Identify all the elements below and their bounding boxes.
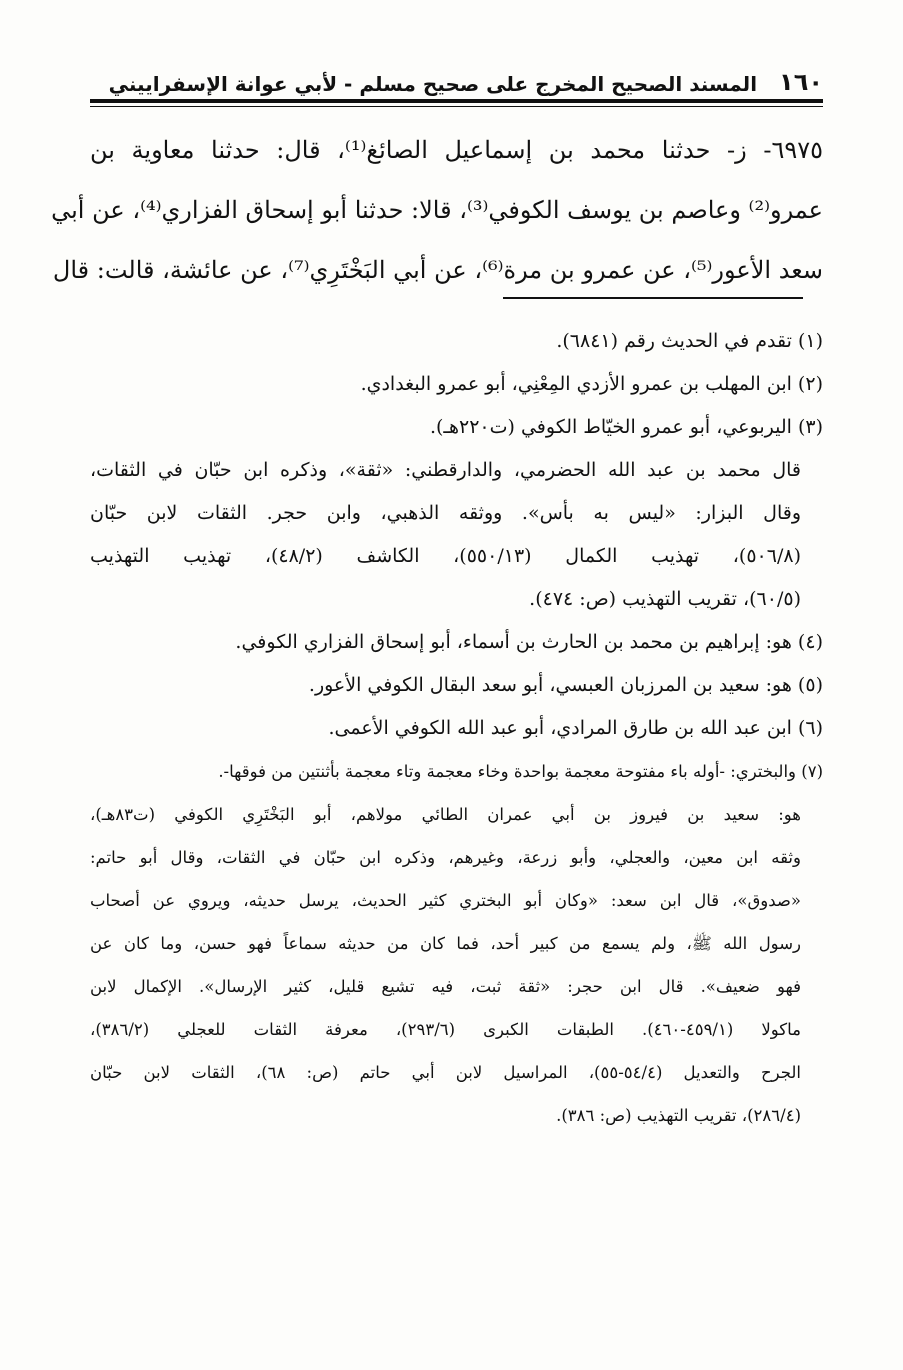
main-line: سعد الأعور⁽⁵⁾، عن عمرو بن مرة⁽⁶⁾، عن أبي البَخْتَرِي⁽⁷⁾، عن عائشة، قالت: قال: [52, 256, 823, 284]
page-number: ١٦٠: [779, 68, 823, 96]
main-line: عمرو⁽²⁾ وعاصم بن يوسف الكوفي⁽³⁾، قالا: حدثنا أبو إسحاق الفزاري⁽⁴⁾، عن أبي: [51, 196, 823, 224]
footnote-7-continuation: «صدوق»، قال ابن سعد: «وكان أبو البختري كثير الحديث، يرسل حديثه، ويروي عن أصحاب: [90, 891, 801, 910]
footnote-7-continuation: وثقه ابن معين، والعجلي، وأبو زرعة، وغيرهم، وذكره ابن حبّان في الثقات، وقال أبو حاتم:: [90, 848, 801, 867]
footnote-separator: [503, 297, 803, 299]
footnote-3-continuation: وقال البزار: «ليس به بأس». ووثقه الذهبي، وابن حجر. الثقات لابن حبّان: [90, 502, 801, 524]
footnote-4: (٤) هو: إبراهيم بن محمد بن الحارث بن أسماء، أبو إسحاق الفزاري الكوفي.: [235, 631, 823, 653]
footnote-3-continuation: (٥٠٦/٨)، تهذيب الكمال (٥٥٠/١٣)، الكاشف (٤٨/٢)، تهذيب التهذيب: [90, 545, 801, 567]
hadith-text: [51, 120, 823, 300]
header-rule-thick: [90, 99, 823, 103]
main-line: ٦٩٧٥- ز- حدثنا محمد بن إسماعيل الصائغ⁽¹⁾، قال: حدثنا معاوية بن: [90, 136, 823, 164]
footnote-1: (١) تقدم في الحديث رقم (٦٨٤١).: [556, 330, 823, 352]
page-header: [90, 62, 823, 96]
footnote-5: (٥) هو: سعيد بن المرزبان العبسي، أبو سعد البقال الكوفي الأعور.: [308, 674, 823, 696]
footnote-3: (٣) اليربوعي، أبو عمرو الخيّاط الكوفي (ت٢٢٠هـ).: [429, 416, 823, 438]
footnote-7: (٧) والبختري: -أوله باء مفتوحة معجمة بواحدة وخاء معجمة وتاء معجمة بأثنتين من فوقها-.: [218, 762, 823, 781]
footnote-7-continuation: فهو ضعيف». قال ابن حجر: «ثقة ثبت، فيه تشيع قليل، كثير الإرسال». الإكمال لابن: [90, 977, 801, 996]
footnote-7-continuation: الجرح والتعديل (٥٤/٤-٥٥)، المراسيل لابن أبي حاتم (ص: ٦٨)، الثقات لابن حبّان: [90, 1063, 801, 1082]
running-title: المسند الصحيح المخرج على صحيح مسلم - لأبي عوانة الإسفراييني: [108, 72, 758, 96]
footnotes: [90, 320, 823, 1137]
footnote-2: (٢) ابن المهلب بن عمرو الأزدي المِعْنِي، أبو عمرو البغدادي.: [360, 373, 823, 395]
header-rule-thin: [90, 106, 823, 107]
footnote-6: (٦) ابن عبد الله بن طارق المرادي، أبو عبد الله الكوفي الأعمى.: [328, 717, 823, 739]
footnote-7-continuation: رسول الله ﷺ، ولم يسمع من كبير أحد، فما كان من حديثه سماعاً فهو حسن، وما كان عن: [90, 934, 801, 953]
footnote-7-continuation: ماكولا (٤٥٩/١-٤٦٠). الطبقات الكبرى (٢٩٣/٦)، معرفة الثقات للعجلي (٣٨٦/٢)،: [90, 1020, 801, 1039]
footnote-7-continuation: هو: سعيد بن فيروز بن أبي عمران الطائي مولاهم، أبو البَخْتَرِي الكوفي (ت٨٣هـ)،: [90, 805, 801, 824]
footnote-7-continuation: (٢٨٦/٤)، تقريب التهذيب (ص: ٣٨٦).: [556, 1106, 801, 1125]
footnote-3-continuation: (٦٠/٥)، تقريب التهذيب (ص: ٤٧٤).: [529, 588, 801, 610]
footnote-3-continuation: قال محمد بن عبد الله الحضرمي، والدارقطني: «ثقة»، وذكره ابن حبّان في الثقات،: [90, 459, 801, 481]
